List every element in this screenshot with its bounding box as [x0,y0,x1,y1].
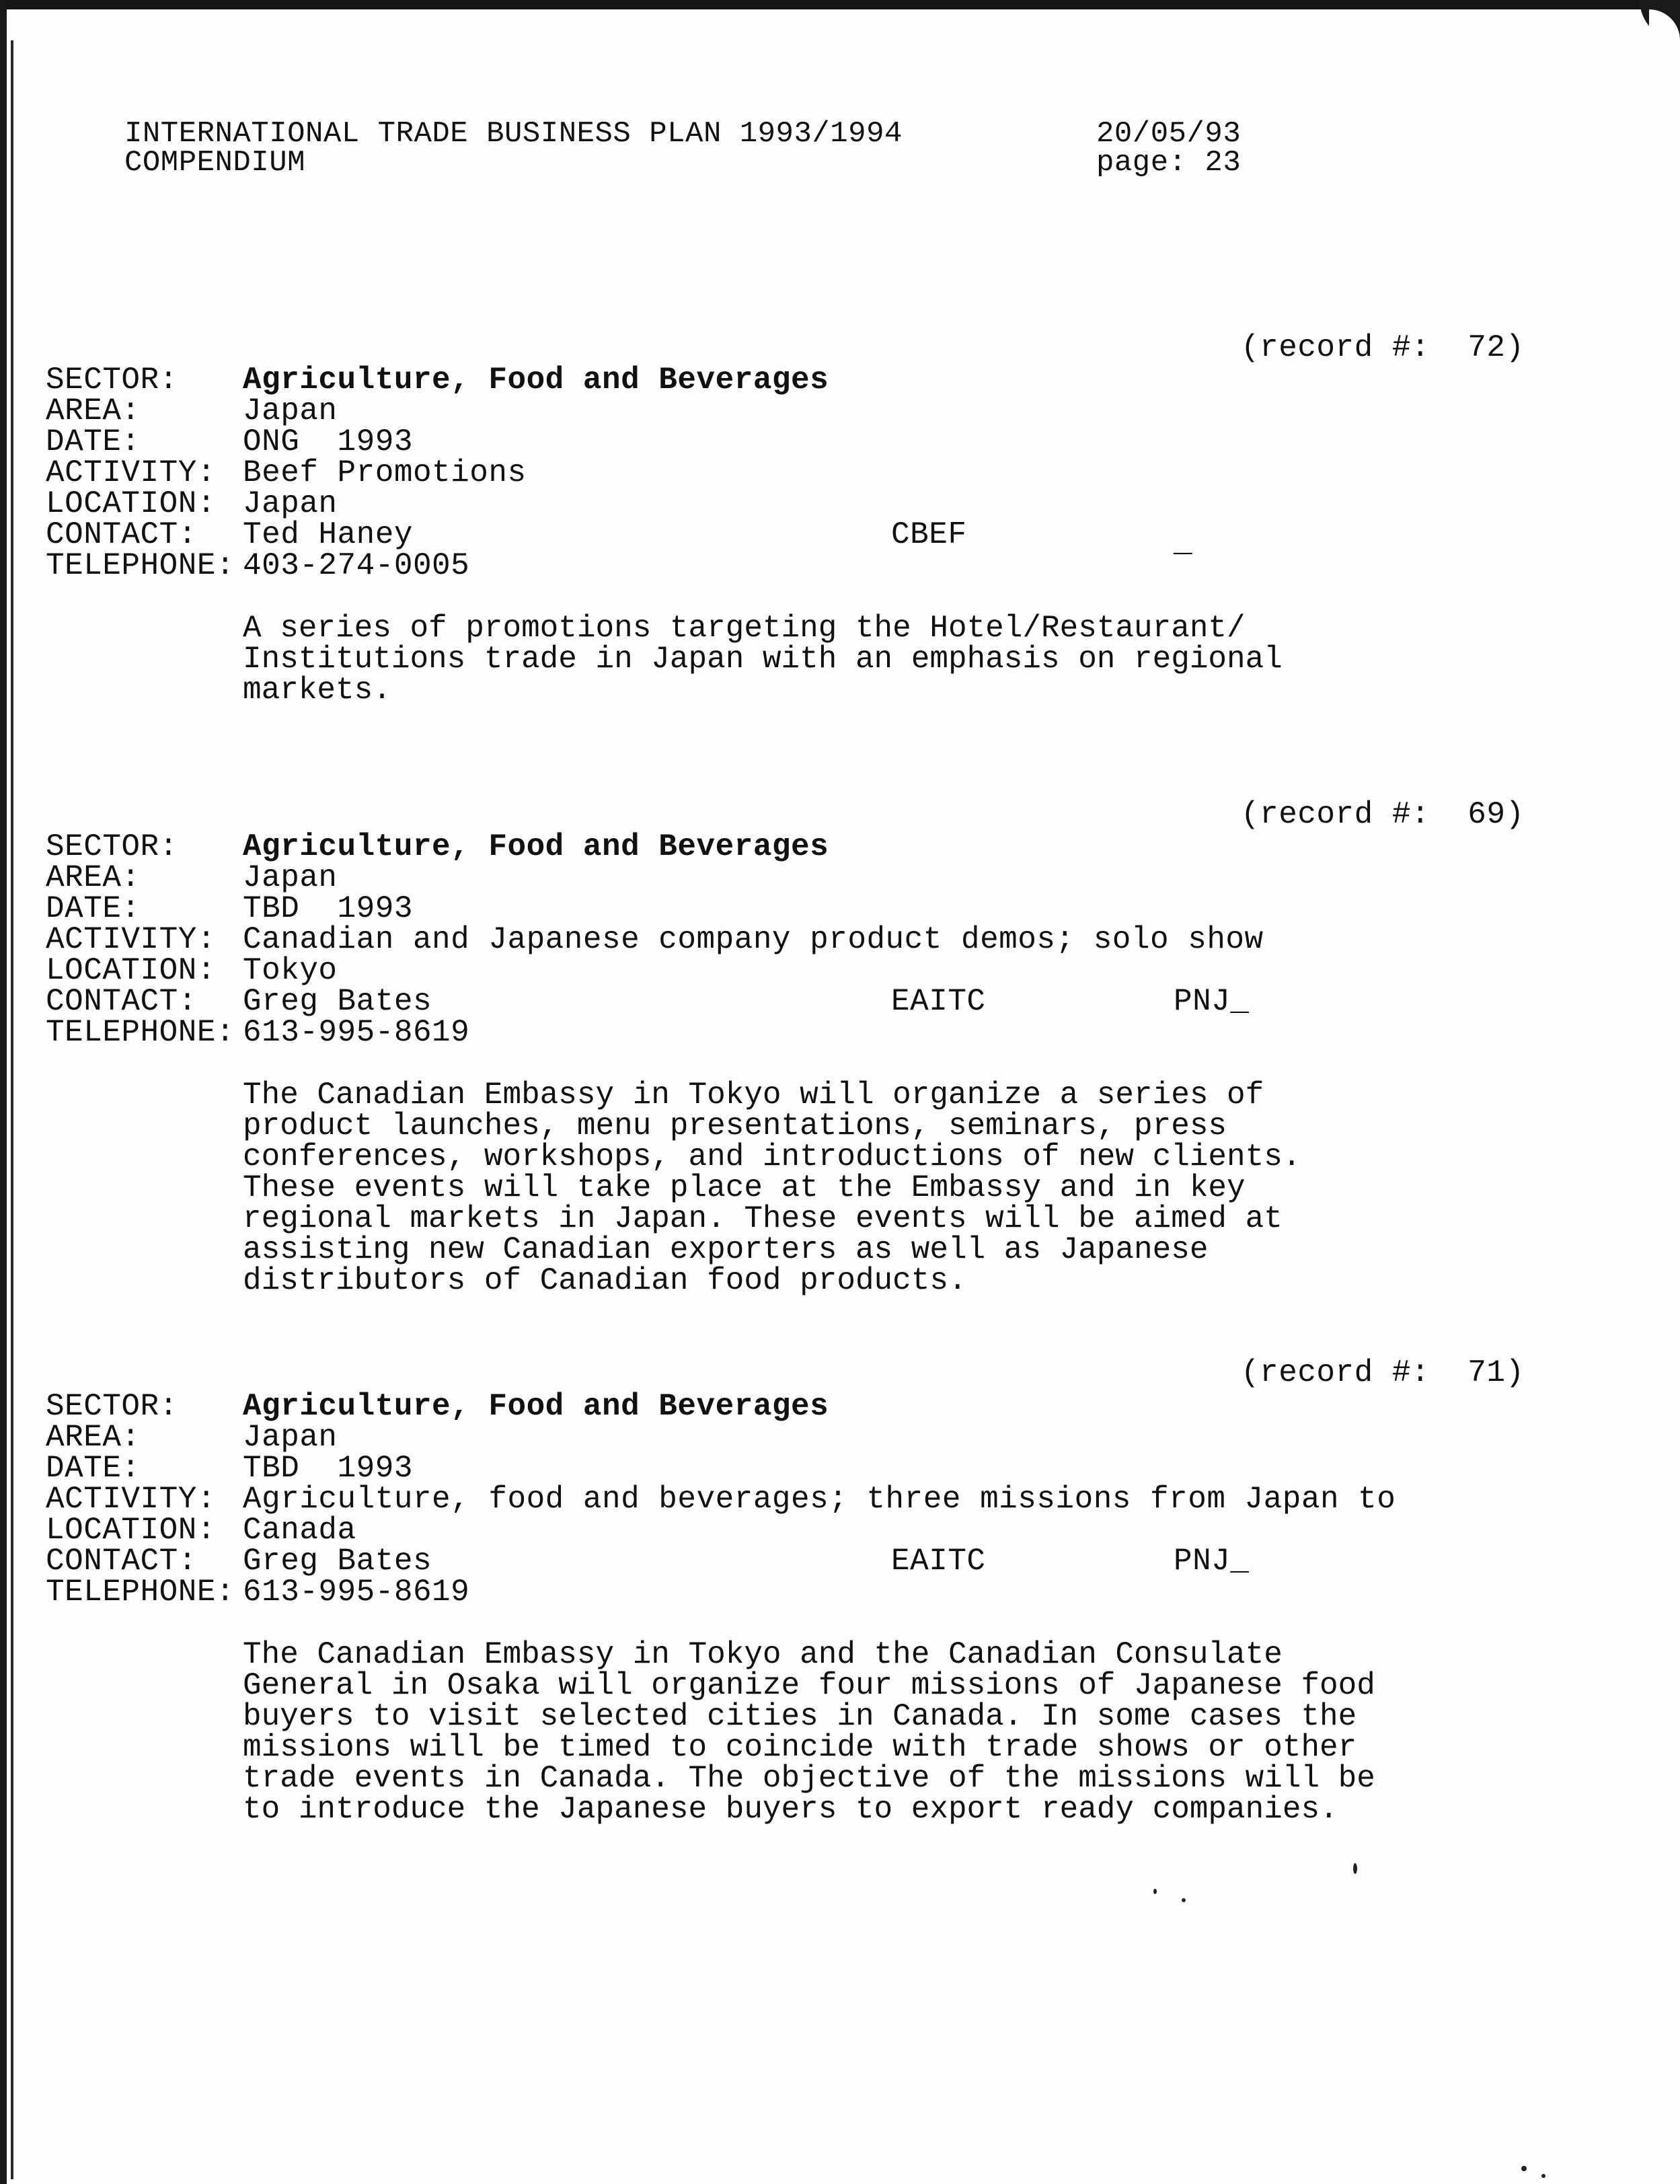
date-label: DATE: [46,891,141,926]
contact-value: Greg Bates [243,1544,432,1579]
date-label: DATE: [46,1451,141,1486]
scan-top-edge [0,0,1680,9]
area-label: AREA: [46,1420,141,1455]
area-value: Japan [243,393,338,428]
telephone-value: 403-274-0005 [243,548,470,583]
contact-value: Greg Bates [243,984,432,1019]
sector-label: SECTOR: [46,829,178,864]
area-label: AREA: [46,860,141,895]
document-subtitle: COMPENDIUM [124,146,306,180]
location-label: LOCATION: [46,953,216,988]
sector-value: Agriculture, Food and Beverages [243,363,829,398]
scan-left-edge [0,0,7,2184]
scan-speck [1182,1898,1186,1902]
page-number: page: 23 [1096,146,1242,180]
contact-label: CONTACT: [46,984,197,1019]
scan-left-rule [11,40,13,2179]
scan-speck [1153,1889,1157,1894]
activity-value: Agriculture, food and beverages; three missions from Japan to [243,1482,1396,1517]
activity-value: Beef Promotions [243,455,527,490]
area-value: Japan [243,1420,338,1455]
record-description: The Canadian Embassy in Tokyo and the Canadian Consulate General in Osaka will organize four missions of Japanese food buyers to visit selected cities in Canada. In some cases the missions will be timed to coincide with trade shows or other trade events in Canada. The objective of the missions will be to introduce the Japanese buyers to export ready companies. [243,1637,1375,1827]
scan-speck [1353,1863,1357,1874]
contact-value: Ted Haney [243,517,413,552]
location-label: LOCATION: [46,1513,216,1548]
contact-code: PNJ_ [1174,1544,1250,1579]
sector-label: SECTOR: [46,363,178,398]
location-value: Japan [243,486,338,521]
activity-value: Canadian and Japanese company product demos; solo show [243,922,1264,957]
location-label: LOCATION: [46,486,216,521]
contact-label: CONTACT: [46,1544,197,1579]
telephone-value: 613-995-8619 [243,1015,470,1050]
location-value: Tokyo [243,953,338,988]
area-value: Japan [243,860,338,895]
document-title: INTERNATIONAL TRADE BUSINESS PLAN 1993/1994 [124,117,903,151]
location-value: Canada [243,1513,356,1548]
sector-value: Agriculture, Food and Beverages [243,1389,829,1424]
activity-label: ACTIVITY: [46,1482,216,1517]
contact-code: PNJ_ [1174,984,1250,1019]
telephone-label: TELEPHONE: [46,1575,235,1610]
scan-speck [1541,2174,1545,2178]
record-number: (record #: 69) [1241,797,1525,832]
contact-organization: EAITC [891,1544,986,1579]
sector-label: SECTOR: [46,1389,178,1424]
record-description: A series of promotions targeting the Hotel/Restaurant/ Institutions trade in Japan with an emphasis on regional markets. [243,611,1283,708]
contact-organization: EAITC [891,984,986,1019]
contact-label: CONTACT: [46,517,197,552]
contact-code: _ [1174,525,1193,560]
telephone-label: TELEPHONE: [46,1015,235,1050]
sector-value: Agriculture, Food and Beverages [243,829,829,864]
date-value: ONG 1993 [243,424,413,459]
activity-label: ACTIVITY: [46,455,216,490]
date-label: DATE: [46,424,141,459]
record-description: The Canadian Embassy in Tokyo will organize a series of product launches, menu presentations, seminars, press conferences, workshops, and introductions of new clients. These events will take place at the Embassy and in key regional markets in Japan. These events will be aimed at assisting new Canadian exporters as well as Japanese distributors of Canadian food products. [243,1078,1301,1298]
document-date: 20/05/93 [1096,117,1242,151]
scan-speck [1521,2166,1527,2171]
record-number: (record #: 71) [1241,1355,1525,1390]
contact-organization: CBEF [891,517,967,552]
record-number: (record #: 72) [1241,330,1525,365]
activity-label: ACTIVITY: [46,922,216,957]
area-label: AREA: [46,393,141,428]
telephone-label: TELEPHONE: [46,548,235,583]
date-value: TBD 1993 [243,891,413,926]
telephone-value: 613-995-8619 [243,1575,470,1610]
date-value: TBD 1993 [243,1451,413,1486]
